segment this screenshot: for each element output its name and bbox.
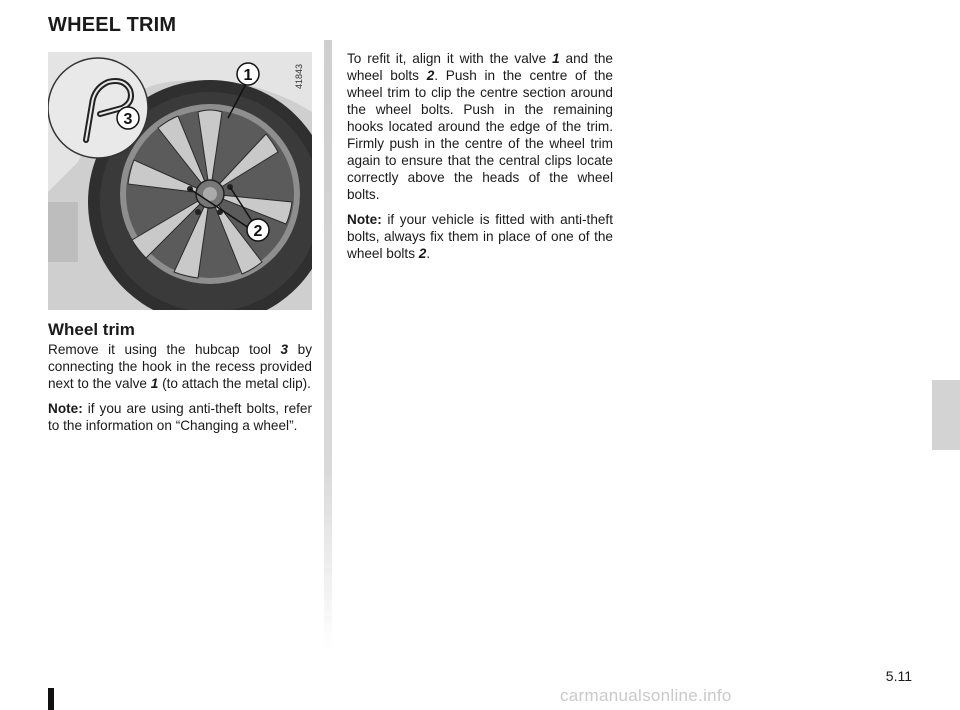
svg-text:2: 2 — [253, 223, 263, 240]
callout-3 — [117, 107, 139, 129]
callout-2 — [247, 219, 269, 241]
anti-theft-note: Note: if you are using anti-theft bolts, refer to the information on “Changing a wheel”. — [48, 401, 312, 433]
bolts-note: Note: if your vehicle is fitted with anti-theft bolts, always fix them in place of one of the wheel bolts 2. — [347, 212, 613, 261]
watermark: carmanualsonline.info — [560, 686, 732, 705]
svg-text:3: 3 — [123, 111, 133, 128]
callout-1 — [237, 63, 259, 85]
svg-text:1: 1 — [243, 67, 253, 84]
column-divider — [324, 40, 332, 650]
right-column-text — [347, 50, 613, 270]
wheel-trim-illustration — [48, 52, 312, 310]
removal-paragraph: Remove it using the hubcap tool 3 by connecting the hook in the recess provided next to the valve 1 (to attach the metal clip). — [48, 342, 312, 391]
page-number: 5.11 — [885, 668, 912, 684]
section-title: Wheel trim — [48, 320, 135, 339]
corner-mark — [48, 688, 54, 710]
refit-paragraph: To refit it, align it with the valve 1 and the wheel bolts 2. Push in the centre of the wheel trim to clip the centre section around the wheel bolts. Push in the remaining hooks located around the edge of the trim. Firmly push in the centre of the wheel trim again to ensure that the central clips locate correctly above the heads of the wheel bolts. — [347, 51, 613, 202]
figure-code: 41843 — [294, 63, 304, 89]
page-title: WHEEL TRIM — [48, 14, 177, 36]
left-column-text — [48, 341, 312, 442]
wheel-drawing — [48, 52, 312, 310]
chapter-tab — [932, 380, 960, 450]
